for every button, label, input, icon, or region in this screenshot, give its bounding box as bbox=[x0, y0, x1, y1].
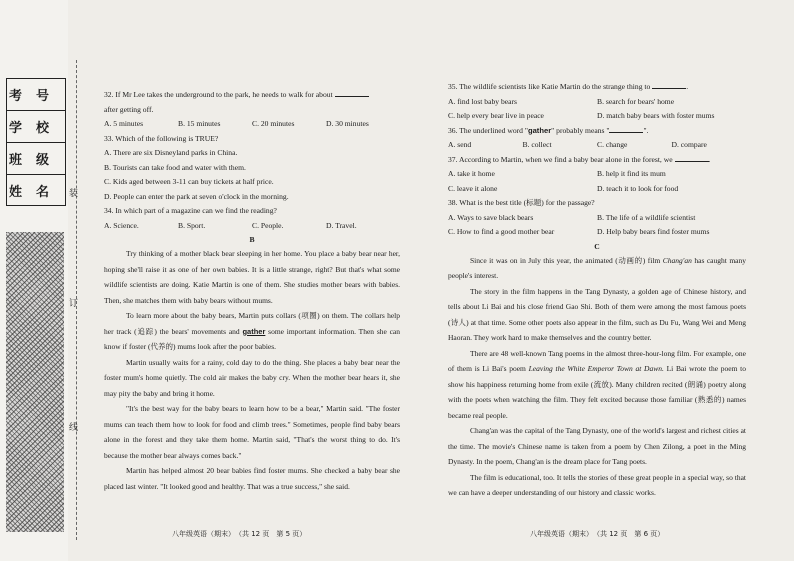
question-35-options bbox=[448, 109, 746, 124]
passage-c-paragraph: The film is educational, too. It tells the stories of these great people in a special way, so that we can have a deeper understanding of our history and classic works. bbox=[448, 472, 746, 497]
question-36-options bbox=[448, 138, 746, 153]
binding-mark-ding: 订 bbox=[69, 299, 79, 309]
passage-c-paragraph: Since it was on in July this year, the animated (动画的) film Chang'an has caught many people's interest. bbox=[448, 255, 747, 280]
option: C. People. bbox=[252, 220, 284, 230]
option: D. 30 minutes bbox=[326, 119, 369, 128]
question-32: 32. If Mr Lee takes the underground to the park, he needs to walk for about bbox=[104, 88, 400, 103]
page-footer-left: 八年级英语（期末） （共 12 页 第 5 页） bbox=[172, 530, 307, 538]
option: D. Travel. bbox=[326, 220, 357, 230]
question-37: 37. According to Martin, when we find a baby bear alone in the forest, we . bbox=[448, 154, 711, 164]
option: D. match baby bears with foster mums bbox=[597, 111, 715, 120]
quoted-word: gather bbox=[527, 125, 552, 135]
option: A. send bbox=[448, 140, 472, 149]
film-title: Chang'an bbox=[662, 255, 692, 265]
option: B. search for bears' home bbox=[597, 96, 675, 106]
passage-b-paragraph: Martin has helped almost 20 bear babies find foster mums. She checked a baby bear she placed last winter. "It looked good and healthy. That was a true success," she said. bbox=[104, 466, 400, 491]
field-class: 班级 bbox=[7, 143, 65, 175]
option: B. help it find its mum bbox=[597, 169, 666, 178]
option: A. Science. bbox=[104, 220, 139, 230]
student-info-box bbox=[6, 78, 66, 206]
question-38-options bbox=[448, 211, 746, 226]
page-footer-right: 八年级英语（期末） （共 12 页 第 6 页） bbox=[530, 530, 665, 538]
option: B. Tourists can take food and water with them. bbox=[104, 162, 246, 172]
poem-title: Leaving the White Emperor Town at Dawn. bbox=[528, 364, 664, 373]
option: C. help every bear live in peace bbox=[448, 111, 544, 120]
option: D. teach it to look for food bbox=[597, 183, 679, 193]
question-37-options bbox=[448, 182, 746, 197]
field-name: 姓名 bbox=[8, 185, 63, 200]
question-35: 35. The wildlife scientists like Katie Martin do the strange thing to . bbox=[448, 82, 689, 91]
passage-c-paragraph: The story in the film happens in the Tang Dynasty, a golden age of Chinese history, and tells about Li Bai and his close friend Gao Shi. Both of them were among the most famous poets (诗人) at that time. Some other poets also appear in the film, such as Du Fu, Wang Wei and Meng Haoran. They work hard to make themselves and the country better. bbox=[448, 286, 746, 342]
binding-strip bbox=[0, 0, 68, 561]
question-34-options bbox=[104, 219, 400, 234]
hatched-area bbox=[6, 232, 64, 532]
field-exam-number: 考号 bbox=[7, 79, 65, 111]
question-36: 36. The underlined word "gather" probably means " ". bbox=[448, 125, 649, 135]
right-page bbox=[448, 80, 746, 501]
option: A. take it home bbox=[448, 169, 495, 178]
option: C. Kids aged between 3-11 can buy tickets at half price. bbox=[104, 177, 274, 186]
question-38: 38. What is the best title (标题) for the passage? bbox=[448, 198, 595, 207]
option: B. Sport. bbox=[178, 220, 206, 230]
option: C. leave it alone bbox=[448, 183, 498, 193]
passage-b-paragraph: "It's the best way for the baby bears to learn how to be a bear," Martin said. "The foster mums can teach them how to look for food and climb trees." Sometimes, people find baby bears alone in the forest and they take them home. Martin said, "That's the worst thing to do. It's because the mother bear always comes back." bbox=[104, 404, 400, 460]
question-38-options bbox=[448, 225, 746, 240]
option: C. 20 minutes bbox=[252, 119, 295, 128]
option: A. There are six Disneyland parks in China. bbox=[104, 148, 238, 157]
question-34: 34. In which part of a magazine can we find the reading? bbox=[104, 206, 277, 215]
option: D. compare bbox=[671, 140, 707, 149]
question-37-options bbox=[448, 167, 746, 182]
option: B. The life of a wildlife scientist bbox=[597, 212, 696, 222]
option: B. 15 minutes bbox=[178, 119, 221, 128]
option: A. find lost baby bears bbox=[448, 96, 517, 106]
option: A. 5 minutes bbox=[104, 119, 144, 128]
passage-b-paragraph: Try thinking of a mother black bear sleeping in her home. You place a baby bear near her, hoping she'll raise it as one of her own babies. It is a little strange, right? But that's what some wildlife scientists are doing. Katie Martin is one of them. She studies mother bears with babies. Then, she matches them with baby bears without mums. bbox=[104, 249, 400, 305]
question-32-options bbox=[104, 117, 400, 132]
option: D. People can enter the park at seven o'clock in the morning. bbox=[104, 191, 289, 201]
passage-b-paragraph: Martin usually waits for a rainy, cold day to do the thing. She places a baby bear near the foster mum's home quietly. The cold air makes the baby cry. When the mother bear hears it, she may pity the baby and bring it home. bbox=[104, 357, 400, 398]
option: A. Ways to save black bears bbox=[448, 212, 534, 222]
section-c-heading: C bbox=[594, 241, 600, 251]
option: C. How to find a good mother bear bbox=[448, 227, 555, 236]
option: C. change bbox=[597, 140, 628, 149]
binding-mark-zhuang: 装 bbox=[69, 189, 79, 199]
field-school: 学校 bbox=[7, 111, 65, 143]
question-33: 33. Which of the following is TRUE? bbox=[104, 133, 219, 143]
question-35-options bbox=[448, 95, 746, 110]
passage-c-paragraph: Chang'an was the capital of the Tang Dynasty, one of the world's largest and richest cities at the time. The movie's Chinese name is taken from a poem by Chen Zilong, a poet in the Ming Dynasty. In the poem, Chang'an is the dream place for Tang poets. bbox=[448, 426, 746, 466]
section-b-heading: B bbox=[249, 235, 255, 244]
passage-b-paragraph: To learn more about the baby bears, Martin puts collars (项圈) on them. The collars help her track (追踪) the bears' movements and gather some important information. Then she can know if foster (代养的) mums look after the poor babies. bbox=[104, 311, 400, 351]
option: D. Help baby bears find foster mums bbox=[597, 227, 710, 236]
underlined-word: gather bbox=[242, 326, 266, 336]
option: B. collect bbox=[522, 140, 552, 149]
left-page bbox=[104, 88, 400, 494]
question-32-continued: after getting off. bbox=[104, 104, 154, 114]
passage-c-paragraph: There are 48 well-known Tang poems in the almost three-hour-long film. For example, one of them is Li Bai's poem Leaving the White Emperor Town at Dawn. Li Bai wrote the poem to show his happiness returning home from exile (流放). Many children recited (朗诵) poetry along with the poets when watching the film. They felt excited because those familiar (熟悉的) names became real people. bbox=[448, 348, 747, 420]
binding-mark-xian: 线 bbox=[69, 423, 79, 433]
